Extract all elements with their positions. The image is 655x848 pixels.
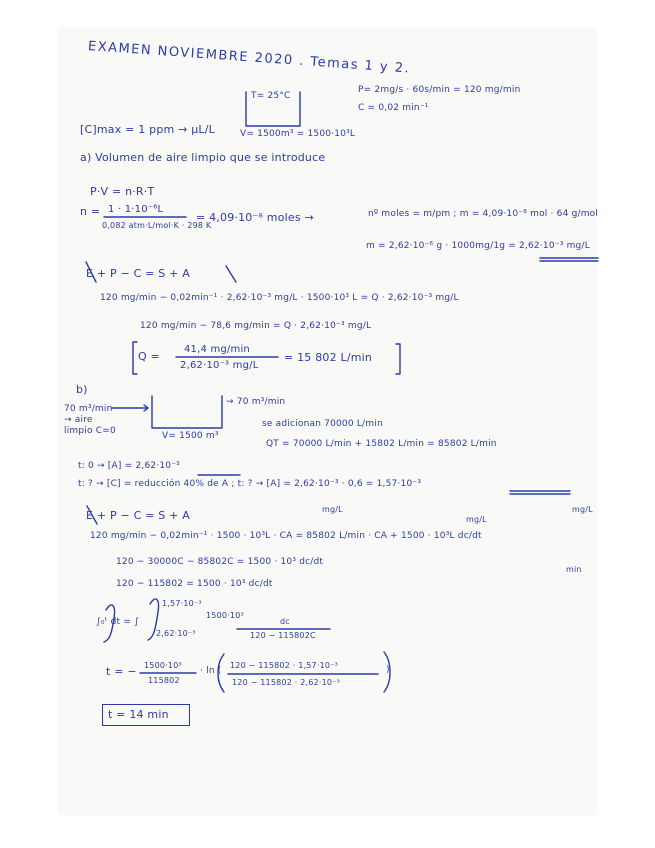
flow-label: Q = — [138, 350, 160, 363]
balance-line-1: 120 mg/min − 0,02min⁻¹ · 2,62·10⁻³ mg/L · 1500·10³ L = Q · 2,62·10⁻³ mg/L — [100, 293, 459, 303]
inflow-label: 70 m³/min → aire limpio C=0 — [64, 404, 116, 436]
integral-frac-num: dc — [280, 617, 290, 626]
diff-eq-1: 120 mg/min − 0,02min⁻¹ · 1500 · 10³L · CA = 85802 L/min · CA + 1500 · 10³L dc/dt — [90, 531, 482, 541]
tank-volume: V= 1500m³ = 1500·10³L — [240, 129, 356, 139]
tank-temperature: T= 25°C — [251, 91, 291, 101]
diff-eq-2: 120 − 30000C − 85802C = 1500 · 10³ dc/dt — [116, 557, 324, 567]
unit-mgl-1: mg/L — [322, 505, 343, 514]
decay-constant: C = 0,02 min⁻¹ — [358, 103, 429, 113]
tank-b-volume: V= 1500 m³ — [162, 431, 219, 441]
final-answer: t = 14 min — [108, 708, 169, 721]
moles-numerator: 1 · 1·10⁻⁶L — [108, 204, 164, 215]
exam-title: EXAMEN NOVIEMBRE 2020 . Temas 1 y 2. — [87, 39, 411, 77]
mass-balance-b: E + P − C = S + A — [86, 509, 191, 522]
part-a-heading: a) Volumen de aire limpio que se introduce — [80, 151, 326, 164]
moles-result: = 4,09·10⁻⁸ moles → — [196, 211, 314, 224]
mass-conversion: m = 2,62·10⁻⁶ g · 1000mg/1g = 2,62·10⁻³ mg/L — [366, 241, 590, 251]
diff-eq-3: 120 − 115802 = 1500 · 10³ dc/dt — [116, 579, 273, 589]
time-close-paren: ) — [386, 665, 390, 675]
integral-lhs: ∫₀ᵗ dt = ∫ — [96, 617, 140, 627]
unit-min: min — [566, 565, 582, 574]
flow-result: = 15 802 L/min — [284, 351, 373, 364]
total-flow: QT = 70000 L/min + 15802 L/min = 85802 L/min — [266, 439, 497, 449]
time-eq-lhs: t = − — [106, 665, 137, 678]
added-flow: se adicionan 70000 L/min — [262, 419, 383, 429]
flow-denominator: 2,62·10⁻³ mg/L — [180, 360, 259, 371]
ideal-gas-law: P·V = n·R·T — [90, 185, 155, 198]
outflow-label: → 70 m³/min — [226, 397, 286, 407]
time-coeff-num: 1500·10³ — [144, 661, 182, 670]
flow-numerator: 41,4 mg/min — [184, 344, 250, 355]
integral-upper-limit: 1,57·10⁻³ — [162, 599, 202, 608]
emission-rate: P= 2mg/s · 60s/min = 120 mg/min — [358, 85, 521, 95]
part-b-heading: b) — [76, 383, 88, 396]
integral-frac-den: 120 − 115802C — [250, 631, 316, 640]
max-concentration: [C]max = 1 ppm → μL/L — [80, 123, 215, 136]
ln-denominator: 120 − 115802 · 2,62·10⁻³ — [232, 678, 340, 687]
time-coeff-den: 115802 — [148, 676, 180, 685]
target-condition: t: ? → [C] = reducción 40% de A ; t: ? → [A] = 2,62·10⁻³ · 0,6 = 1,57·10⁻³ — [78, 479, 422, 489]
mass-balance-a: E + P − C = S + A — [86, 267, 191, 280]
time-ln: · ln ( — [200, 666, 222, 676]
mass-from-moles: nº moles = m/pm ; m = 4,09·10⁻⁸ mol · 64 g/mol — [368, 209, 599, 219]
moles-denominator: 0,082 atm·L/mol·K · 298 K — [102, 221, 212, 230]
unit-mgl-2: mg/L — [466, 515, 487, 524]
initial-condition: t: 0 → [A] = 2,62·10⁻³ — [78, 461, 180, 471]
integral-lower-limit: 2,62·10⁻³ — [156, 629, 196, 638]
balance-line-2: 120 mg/min − 78,6 mg/min = Q · 2,62·10⁻³ mg/L — [140, 321, 372, 331]
integral-coefficient: 1500·10³ — [206, 611, 244, 620]
ln-numerator: 120 − 115802 · 1,57·10⁻³ — [230, 661, 338, 670]
moles-label: n = — [80, 205, 101, 218]
unit-mgl-3: mg/L — [572, 505, 593, 514]
